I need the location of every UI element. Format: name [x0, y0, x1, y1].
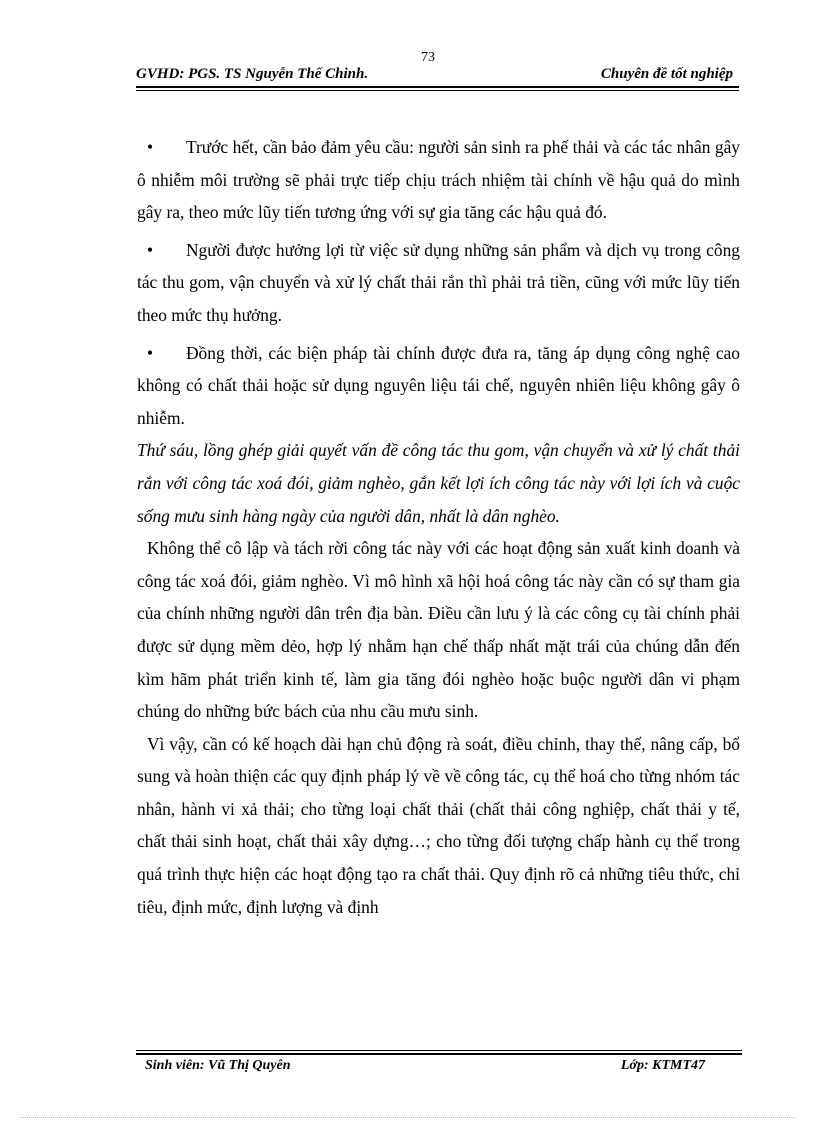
- bullet-icon: •: [147, 342, 154, 363]
- bullet-paragraph-2: [137, 234, 740, 332]
- document-body: [137, 131, 740, 923]
- page-footer: [145, 1058, 705, 1078]
- bullet-icon: •: [147, 137, 154, 157]
- page-header: [136, 66, 739, 86]
- bullet-paragraph-3-text: Đồng thời, các biện pháp tài chính được đưa ra, tăng áp dụng công nghệ cao không có chất thải hoặc sử dụng nguyên liệu tái chế, nguyên nhiên liệu không gây ô nhiễm.: [137, 342, 740, 428]
- bullet-paragraph-1: [137, 131, 740, 229]
- page-boundary: [20, 1117, 796, 1118]
- page-number: 73: [421, 50, 435, 65]
- footer-rule-thick: [136, 1053, 742, 1055]
- bullet-paragraph-3: [137, 337, 740, 435]
- bullet-icon: •: [147, 239, 154, 260]
- italic-paragraph: Thứ sáu, lồng ghép giải quyết vấn đề công tác thu gom, vận chuyển và xử lý chất thải rắn với công tác xoá đói, giảm nghèo, gắn kết lợi ích công tác này với lợi ích và cuộc sống mưu sinh hàng ngày của người dân, nhất là dân nghèo.: [137, 440, 740, 526]
- footer-class: Lớp: KTMT47: [620, 1058, 705, 1073]
- bullet-paragraph-1-text: Trước hết, cần bảo đảm yêu cầu: người sản sinh ra phế thải và các tác nhân gây ô nhiễm môi trường sẽ phải trực tiếp chịu trách nhiệm tài chính về hậu quả do mình gây ra, theo mức lũy tiến tương ứng với sự gia tăng các hậu quả đó.: [137, 137, 740, 223]
- header-supervisor: GVHD: PGS. TS Nguyễn Thế Chinh.: [136, 66, 369, 82]
- body-paragraph-2: Vì vậy, cần có kế hoạch dài hạn chủ động rà soát, điều chỉnh, thay thế, nâng cấp, bổ sung và hoàn thiện các quy định pháp lý về về công tác, cụ thể hoá cho từng nhóm tác nhân, hành vi xả thải; cho từng loại chất thải (chất thải công nghiệp, chất thải y tế, chất thải sinh hoạt, chất thải xây dựng…; cho từng đối tượng chấp hành cụ thể trong quá trình thực hiện các hoạt động tạo ra chất thải. Quy định rõ cả những tiêu thức, chỉ tiêu, định mức, định lượng và định: [137, 733, 740, 917]
- body-paragraph-1: Không thể cô lập và tách rời công tác này với các hoạt động sản xuất kinh doanh và công tác xoá đói, giảm nghèo. Vì mô hình xã hội hoá công tác này cần có sự tham gia của chính những người dân trên địa bàn. Điều cần lưu ý là các công cụ tài chính phải được sử dụng mềm dẻo, hợp lý nhằm hạn chế thấp nhất mặt trái của chúng dẫn đến kìm hãm phát triển kinh tế, làm gia tăng đói nghèo hoặc buộc người dân vi phạm chúng do những bức bách của nhu cầu mưu sinh.: [137, 538, 740, 722]
- header-document-type: Chuyên đề tốt nghiệp: [600, 66, 733, 82]
- header-rule-thick: [136, 86, 739, 88]
- footer-rule-thin: [136, 1050, 742, 1051]
- footer-student: Sinh viên: Vũ Thị Quyên: [145, 1058, 291, 1073]
- bullet-paragraph-2-text: Người được hưởng lợi từ việc sử dụng những sản phẩm và dịch vụ trong công tác thu gom, vận chuyển và xử lý chất thải rắn thì phải trả tiền, cũng với mức lũy tiến theo mức thụ hưởng.: [137, 239, 740, 325]
- header-rule-thin: [136, 90, 739, 91]
